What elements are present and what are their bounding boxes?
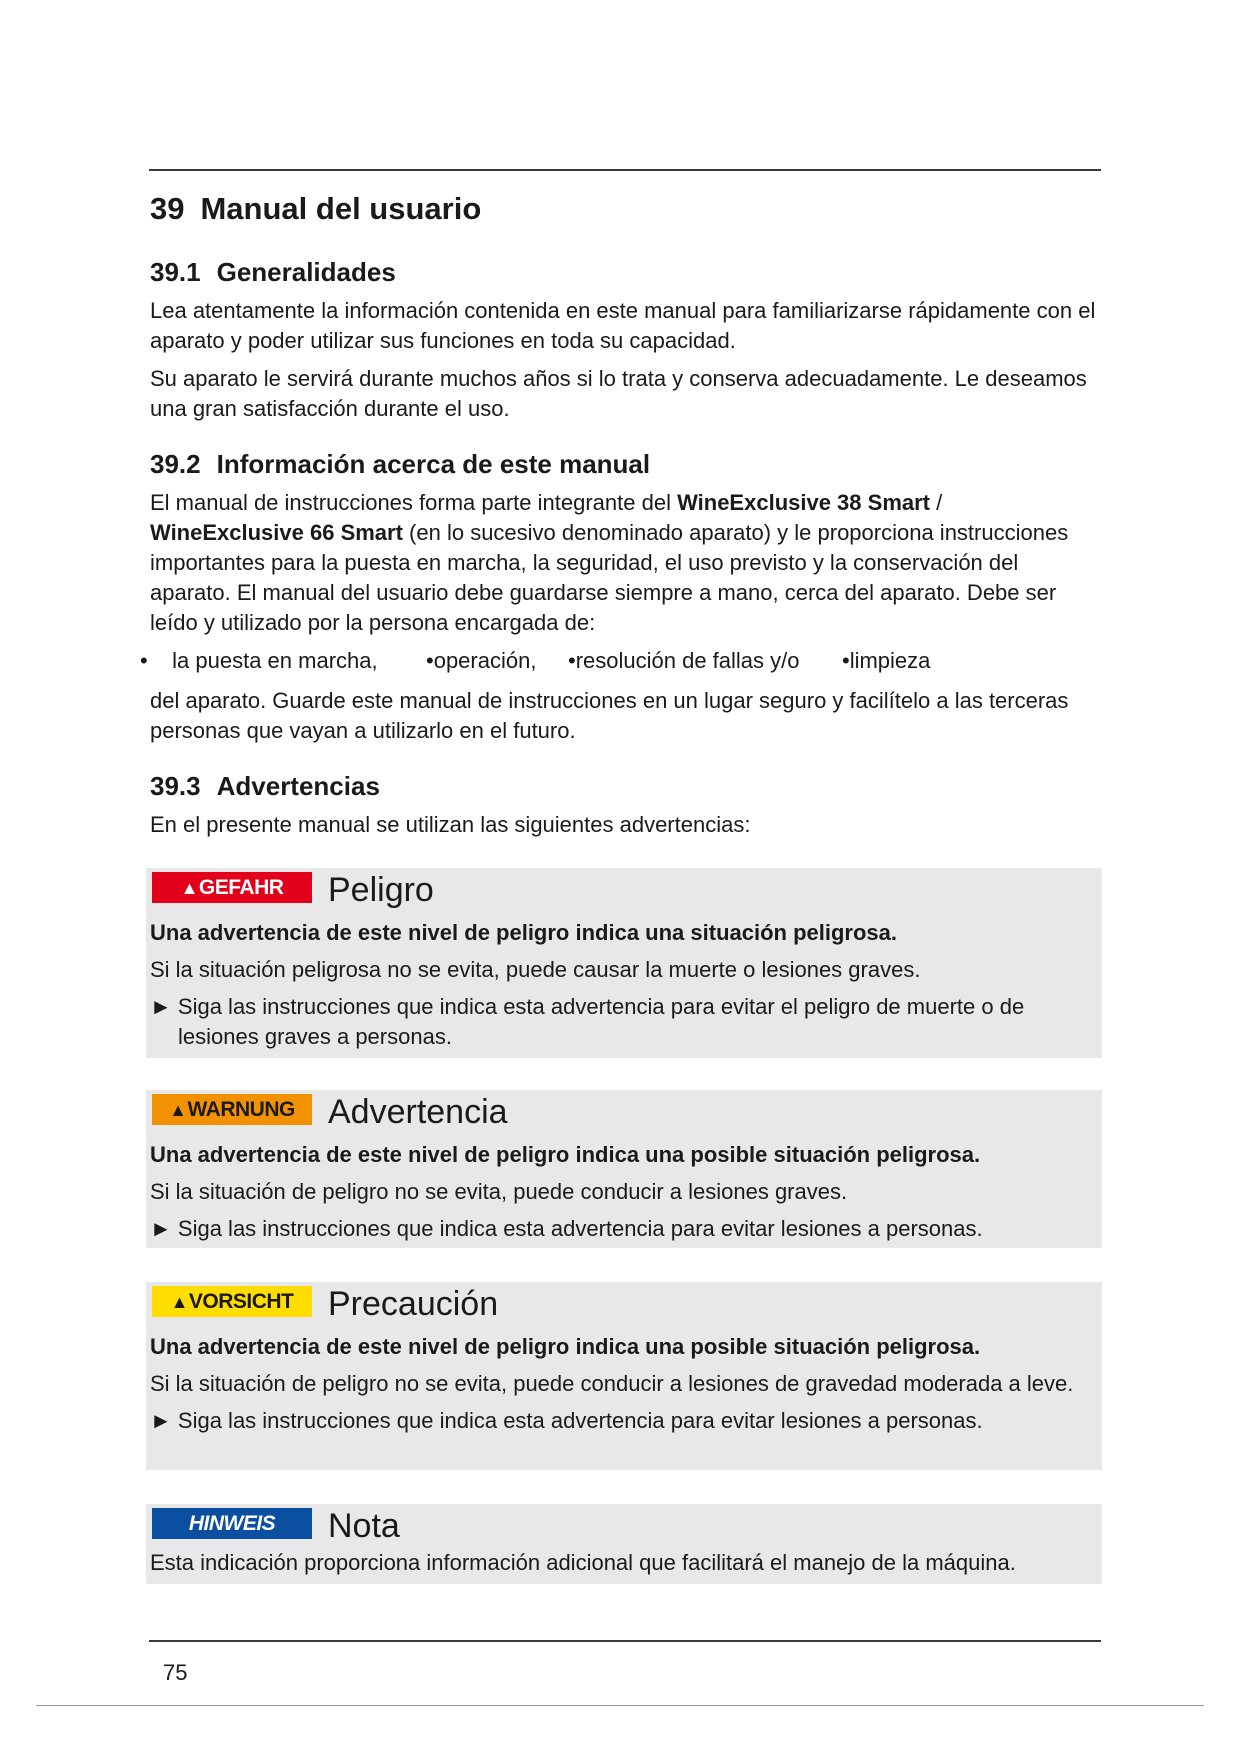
signal-word: Nota bbox=[328, 1507, 400, 1545]
footer-rule bbox=[149, 1640, 1101, 1642]
warning-triangle-icon: ▲ bbox=[170, 1292, 188, 1312]
signal-word: Precaución bbox=[328, 1285, 499, 1323]
section-title: Advertencias bbox=[216, 771, 380, 801]
warning-statement: Una advertencia de este nivel de peligro indica una posible situación peligrosa. bbox=[150, 1334, 981, 1359]
signal-word: Peligro bbox=[328, 871, 434, 909]
section-number: 39.2 bbox=[150, 449, 201, 479]
signal-word: Advertencia bbox=[328, 1093, 508, 1131]
notice-text: Esta indicación proporciona información adicional que facilitará el manejo de la máquina. bbox=[150, 1550, 1016, 1575]
warning-consequence: Si la situación de peligro no se evita, puede conducir a lesiones de gravedad moderada a leve. bbox=[150, 1371, 1074, 1396]
text-run: / bbox=[930, 490, 943, 515]
warning-statement: Una advertencia de este nivel de peligro indica una posible situación peligrosa. bbox=[150, 1142, 981, 1167]
arrow-right-icon: ► bbox=[150, 1408, 172, 1433]
caution-badge: ▲VORSICHT bbox=[152, 1286, 312, 1317]
warning-box-caution bbox=[146, 1282, 1102, 1470]
warning-consequence: Si la situación peligrosa no se evita, puede causar la muerte o lesiones graves. bbox=[150, 957, 921, 982]
warning-box-warning bbox=[146, 1090, 1102, 1248]
warning-step: ► Siga las instrucciones que indica esta advertencia para evitar lesiones a personas. bbox=[150, 1408, 983, 1433]
danger-badge: ▲GEFAHR bbox=[152, 872, 312, 903]
text-run: El manual de instrucciones forma parte integrante del bbox=[150, 490, 678, 515]
paragraph: En el presente manual se utilizan las siguientes advertencias: bbox=[150, 812, 751, 837]
section-heading-general bbox=[150, 254, 1102, 290]
arrow-right-icon: ► bbox=[150, 994, 172, 1019]
chapter-number: 39 bbox=[150, 191, 185, 226]
paragraph: Su aparato le servirá durante muchos años si lo trata y conserva adecuadamente. Le deseamos una gran satisfacción durante el uso. bbox=[150, 366, 1087, 421]
bullet-list bbox=[140, 646, 1102, 676]
product-name: WineExclusive 38 Smart bbox=[677, 490, 931, 515]
list-item: • operación, bbox=[426, 648, 537, 673]
section-heading-manual-info bbox=[150, 446, 1102, 482]
page-number: 75 bbox=[163, 1660, 188, 1685]
section-number: 39.3 bbox=[150, 771, 201, 801]
product-name: WineExclusive 66 Smart bbox=[150, 520, 403, 545]
warning-triangle-icon: ▲ bbox=[180, 878, 198, 898]
warning-consequence: Si la situación de peligro no se evita, puede conducir a lesiones graves. bbox=[150, 1179, 848, 1204]
section-number: 39.1 bbox=[150, 257, 201, 287]
signal-row bbox=[150, 1504, 1096, 1548]
paragraph: del aparato. Guarde este manual de instrucciones en un lugar seguro y facilítelo a las terceras personas que vayan a utilizarlo en el futuro. bbox=[150, 688, 1069, 743]
section-title: Generalidades bbox=[216, 257, 396, 287]
section-title: Información acerca de este manual bbox=[216, 449, 651, 479]
text-run: (en lo sucesivo denominado aparato) y le proporciona instrucciones importantes para la puesta en marcha, la seguridad, el uso previsto y la conservación del aparato. El manual del usuario debe guardarse siempre a mano, cerca del aparato. Debe ser leído y utilizado por la persona encargada de: bbox=[150, 520, 1069, 635]
notice-badge: HINWEIS bbox=[152, 1508, 312, 1539]
warning-step: ► Siga las instrucciones que indica esta advertencia para evitar el peligro de muerte o de lesiones graves a personas. bbox=[150, 994, 1025, 1049]
warning-box-danger bbox=[146, 868, 1102, 1058]
arrow-right-icon: ► bbox=[150, 1216, 172, 1241]
signal-row bbox=[150, 1090, 1096, 1134]
warning-triangle-icon: ▲ bbox=[169, 1100, 187, 1120]
chapter-heading bbox=[150, 188, 1102, 230]
paragraph bbox=[150, 488, 1102, 638]
page-content bbox=[140, 188, 1102, 848]
section-heading-warnings bbox=[150, 768, 1102, 804]
list-item: • la puesta en marcha, bbox=[140, 648, 378, 673]
signal-row bbox=[150, 1282, 1096, 1326]
header-rule bbox=[149, 169, 1101, 171]
page-edge-rule bbox=[36, 1705, 1204, 1706]
warning-box-notice bbox=[146, 1504, 1102, 1584]
list-item: • limpieza bbox=[842, 648, 931, 673]
paragraph: Lea atentamente la información contenida en este manual para familiarizarse rápidamente con el aparato y poder utilizar sus funciones en toda su capacidad. bbox=[150, 298, 1096, 353]
warning-badge: ▲WARNUNG bbox=[152, 1094, 312, 1125]
warning-statement: Una advertencia de este nivel de peligro indica una situación peligrosa. bbox=[150, 920, 898, 945]
list-item: • resolución de fallas y/o bbox=[568, 648, 800, 673]
signal-row bbox=[150, 868, 1096, 912]
chapter-title: Manual del usuario bbox=[200, 191, 482, 226]
warning-step: ► Siga las instrucciones que indica esta advertencia para evitar lesiones a personas. bbox=[150, 1216, 983, 1241]
